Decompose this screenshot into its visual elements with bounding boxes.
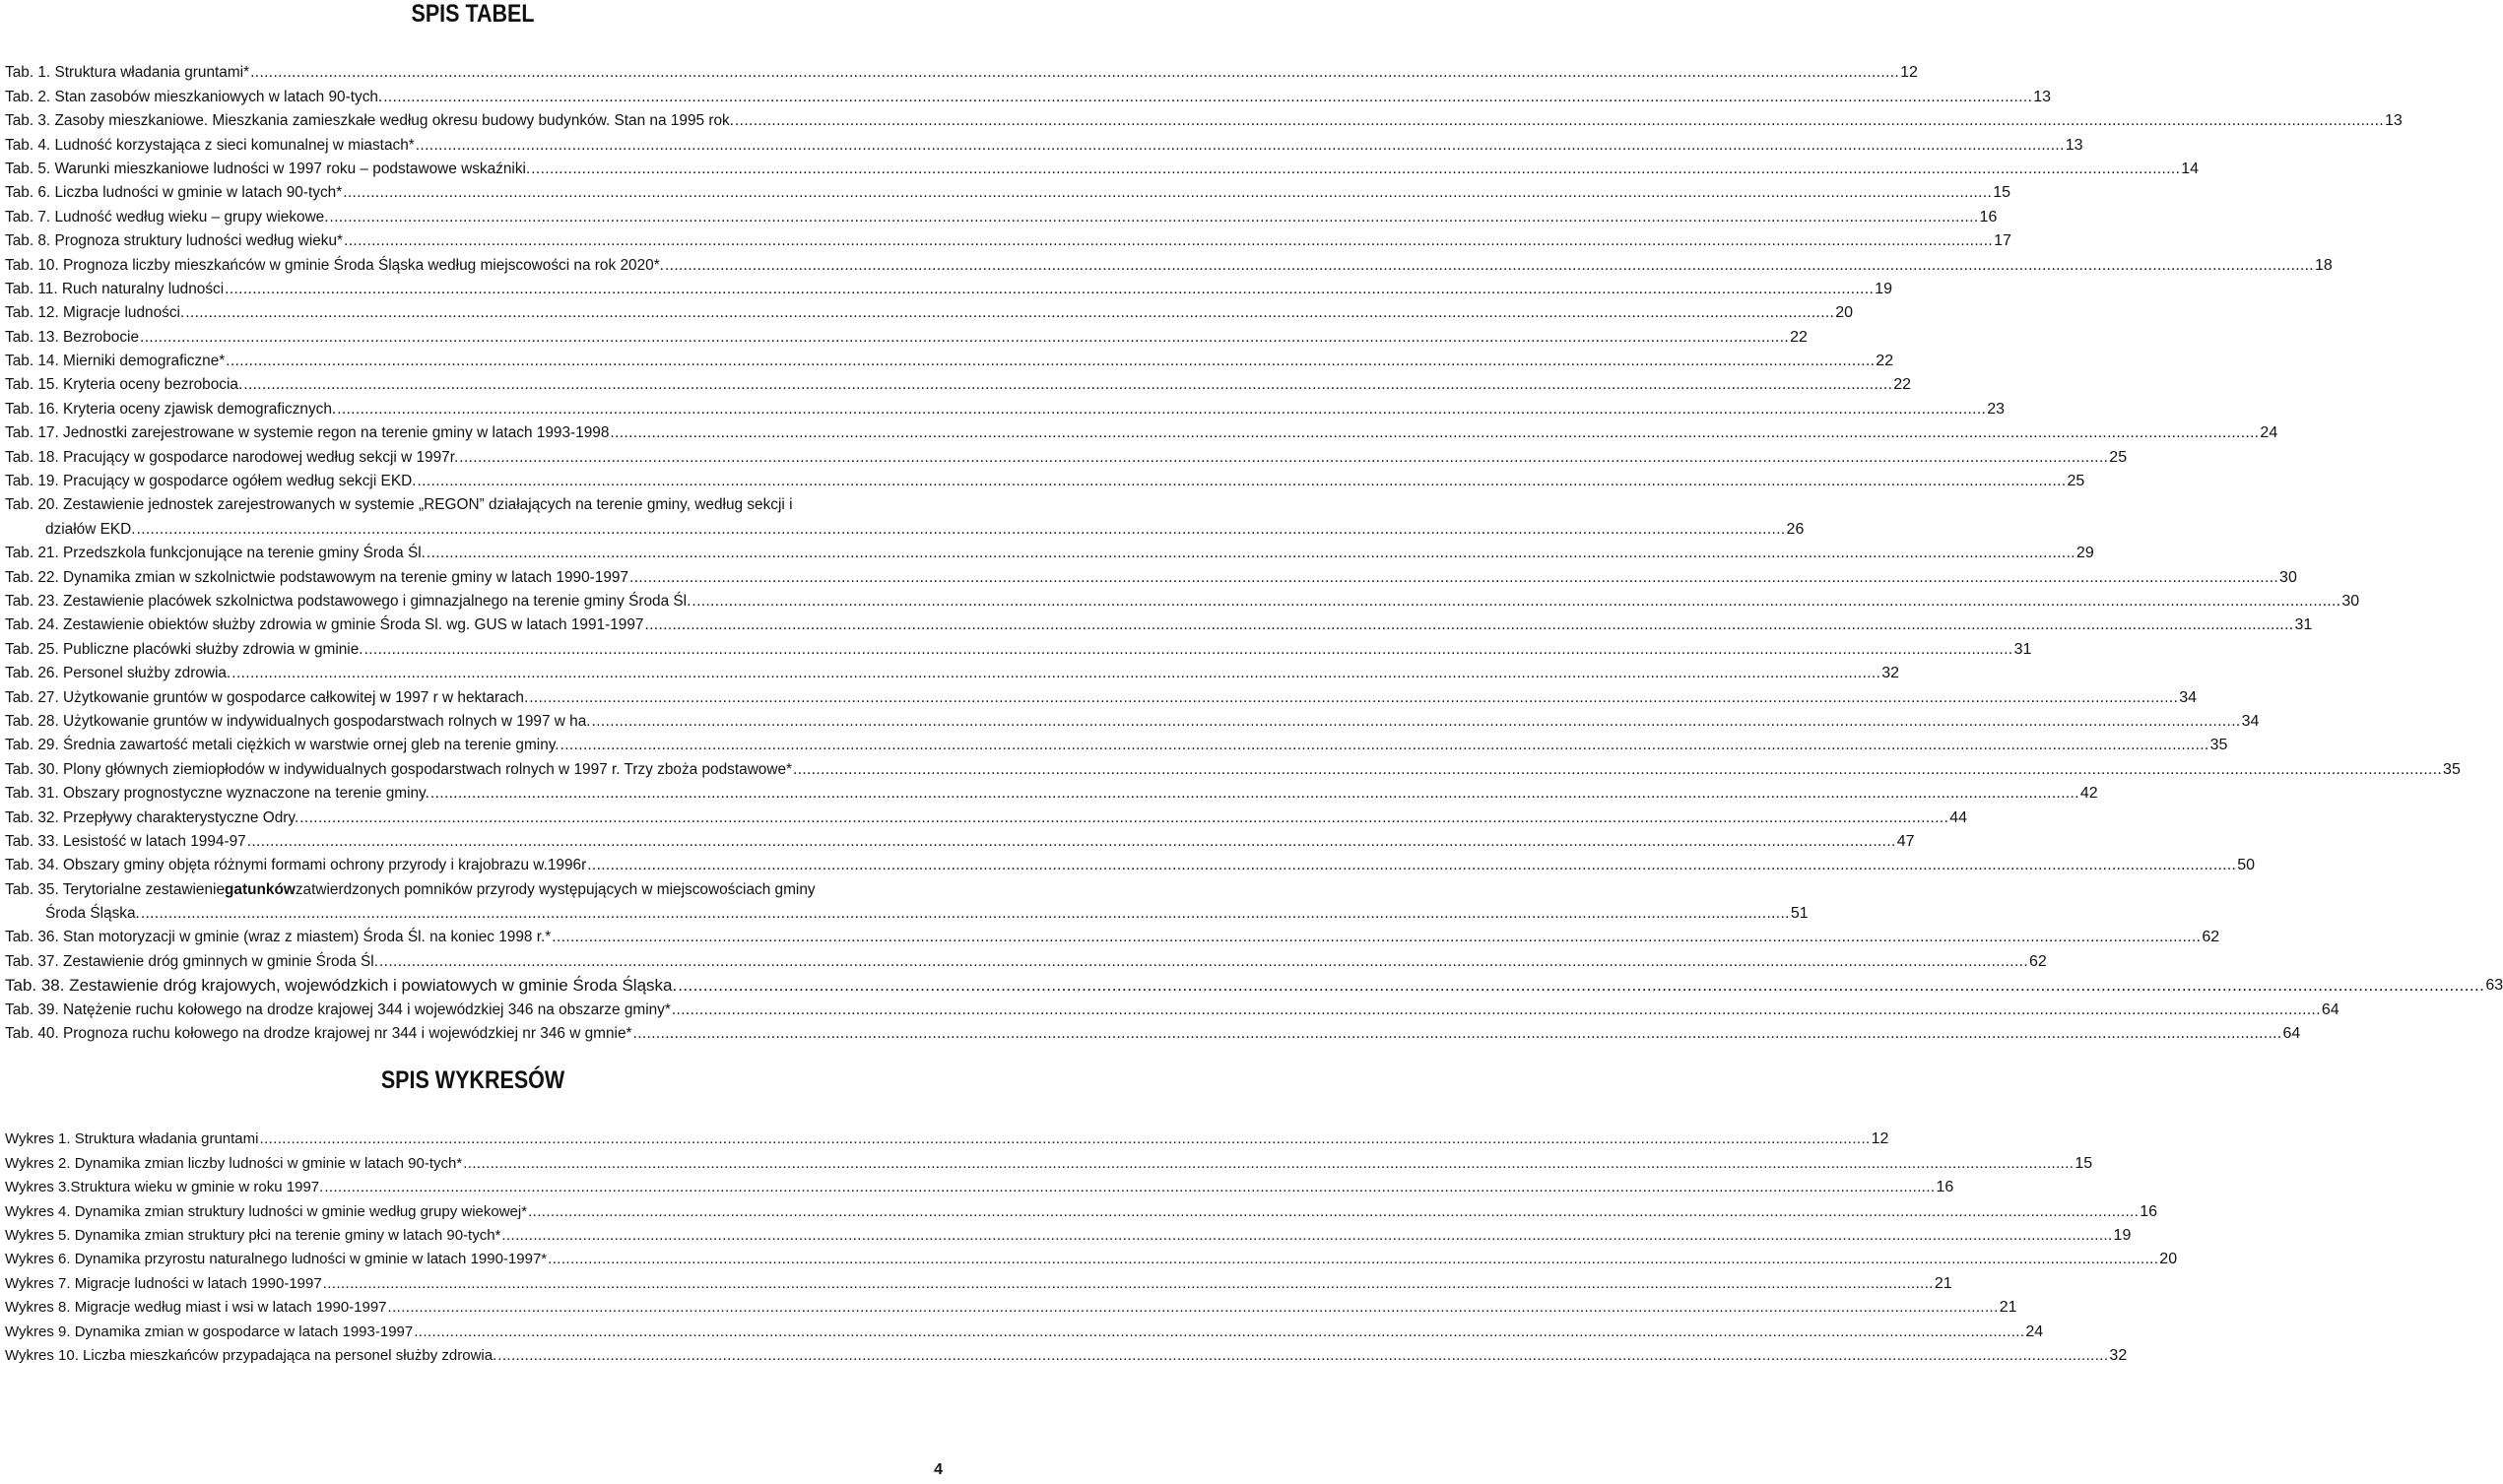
entry-page-number: 50 [2237, 857, 2256, 874]
entry-page-number: 13 [2065, 136, 2083, 154]
dot-leader [337, 401, 1986, 419]
entry-page-number: 16 [1936, 1179, 1954, 1196]
entry-label: Wykres 7. Migracje ludności w latach 1990-1997 [5, 1274, 322, 1292]
dot-leader [414, 1323, 2024, 1341]
table-entry[interactable] [5, 779, 2098, 803]
table-entry[interactable] [5, 370, 1912, 394]
dot-leader [259, 1130, 1870, 1148]
table-entry[interactable] [5, 707, 2260, 731]
entry-label: Tab. 31. Obszary prognostyczne wyznaczone na terenie gminy. [5, 785, 429, 803]
chart-entry[interactable] [5, 1293, 2017, 1317]
entry-label: Tab. 30. Plony głównych ziemiopłodów w indywidualnych gospodarstwach rolnych w 1997 r. Trzy zboża podstawowe* [5, 760, 793, 778]
entry-label: Tab. 28. Użytkowanie gruntów w indywidualnych gospodarstwach rolnych w 1997 w ha. [5, 712, 591, 730]
dot-leader [678, 977, 2484, 995]
dot-leader [417, 473, 2066, 490]
table-entry[interactable] [5, 634, 2032, 658]
entry-label: Tab. 17. Jednostki zarejestrowane w systemie regon na terenie gminy w latach 1993-1998 [5, 424, 610, 442]
dot-leader [644, 616, 2293, 634]
table-entry[interactable] [5, 803, 1968, 826]
dot-leader [416, 137, 2065, 155]
entry-line [5, 514, 1805, 538]
entry-page-number: 22 [1893, 376, 1912, 394]
entry-label: Tab. 5. Warunki mieszkaniowe ludności w 1997 roku – podstawowe wskaźniki. [5, 160, 531, 177]
entry-label: Tab. 14. Mierniki demograficzne* [5, 353, 226, 370]
table-entry[interactable] [5, 419, 2278, 442]
entry-label: Tab. 20. Zestawienie jednostek zarejestrowanych w systemie „REGON” działających na terenie gminy, według sekcji i [5, 496, 793, 514]
entry-page-number: 22 [1790, 328, 1808, 346]
dot-leader [225, 281, 1874, 298]
dot-leader [324, 1179, 1935, 1196]
entry-label: Tab. 8. Prognoza struktury ludności według wieku* [5, 232, 344, 250]
dot-leader [692, 593, 2340, 611]
dot-leader [501, 1227, 2112, 1245]
dot-leader [463, 1155, 2074, 1173]
entry-label: Tab. 16. Kryteria oceny zjawisk demograficznych. [5, 400, 337, 418]
entry-label: Wykres 3.Struktura wieku w gminie w roku 1997. [5, 1179, 324, 1196]
table-entry[interactable] [5, 250, 2333, 274]
entry-label: Tab. 24. Zestawienie obiektów służby zdrowia w gminie Środa Sl. wg. GUS w latach 1991-1997 [5, 616, 644, 634]
dot-leader [459, 449, 2108, 467]
entry-page-number: 63 [2485, 977, 2503, 995]
dot-leader [560, 737, 2209, 754]
entry-label: Tab. 13. Bezrobocie [5, 328, 140, 346]
table-entry[interactable] [5, 923, 2220, 946]
entry-label-rest: zatwierdzonych pomników przyrody występujących w miejscowościach gminy [295, 880, 816, 898]
entry-page-number: 19 [1875, 280, 1892, 297]
entry-label: Tab. 22. Dynamika zmian w szkolnictwie podstawowym na terenie gminy w latach 1990-1997 [5, 568, 629, 586]
entry-page-number: 13 [2385, 112, 2403, 130]
charts-list [5, 1125, 2178, 1365]
dot-leader [323, 1275, 1934, 1293]
entry-page-number: 21 [1999, 1299, 2017, 1317]
dot-leader [531, 161, 2180, 178]
dot-leader [137, 521, 1786, 539]
entry-label: Tab. 6. Liczba ludności w gminie w latach 90-tych* [5, 184, 343, 202]
entry-page-number: 64 [2282, 1025, 2301, 1043]
entry-page-number: 17 [1994, 232, 2011, 250]
table-entry[interactable] [5, 178, 2010, 202]
table-entry[interactable] [5, 322, 1808, 346]
table-entry[interactable] [5, 490, 1805, 539]
entry-page-number: 24 [2260, 424, 2278, 442]
dot-leader [610, 424, 2259, 442]
dot-leader [528, 1203, 2139, 1221]
entry-page-number: 30 [2279, 568, 2297, 586]
dot-leader [548, 1251, 2158, 1268]
dot-leader [250, 64, 1899, 82]
entry-page-number: 19 [2113, 1226, 2132, 1244]
dot-leader [140, 329, 1789, 347]
dot-leader [552, 929, 2201, 946]
entry-page-number: 32 [1881, 665, 1900, 682]
dot-leader [427, 545, 2075, 562]
entry-label: Tab. 32. Przepływy charakterystyczne Odry. [5, 808, 299, 826]
table-entry[interactable] [5, 682, 2198, 706]
entry-page-number: 31 [2294, 616, 2313, 634]
chart-entry[interactable] [5, 1221, 2132, 1245]
table-entry[interactable] [5, 731, 2228, 754]
table-entry[interactable] [5, 539, 2094, 562]
table-entry[interactable] [5, 82, 2052, 105]
chart-entry[interactable] [5, 1245, 2178, 1268]
tables-list [5, 58, 2503, 1043]
entry-page-number: 62 [2029, 952, 2047, 970]
entry-page-number: 44 [1949, 808, 1968, 826]
entry-page-number: 32 [2109, 1346, 2128, 1364]
dot-leader [231, 665, 1880, 682]
table-entry[interactable] [5, 58, 1918, 82]
entry-label: Tab. 40. Prognoza ruchu kołowego na drodze krajowej nr 344 i wojewódzkiej nr 346 w gmnie* [5, 1025, 632, 1043]
entry-label: Tab. 15. Kryteria oceny bezrobocia. [5, 376, 243, 394]
entry-page-number: 20 [1835, 304, 1854, 322]
entry-label: Tab. 25. Publiczne placówki służby zdrowia w gminie. [5, 640, 363, 658]
entry-label: Tab. 7. Ludność według wieku – grupy wiekowe. [5, 208, 329, 226]
dot-leader [344, 232, 1993, 250]
table-entry[interactable] [5, 874, 1809, 923]
entry-line [5, 874, 946, 898]
table-entry[interactable] [5, 275, 1892, 298]
entry-page-number: 25 [2067, 473, 2085, 490]
dot-leader [299, 809, 1948, 827]
entry-label: Tab. 2. Stan zasobów mieszkaniowych w latach 90-tych. [5, 88, 383, 105]
dot-leader [592, 713, 2241, 731]
entry-label: Wykres 8. Migracje według miast i wsi w latach 1990-1997 [5, 1299, 387, 1317]
entry-label: Tab. 19. Pracujący w gospodarce ogółem według sekcji EKD. [5, 473, 417, 490]
dot-leader [388, 1299, 1999, 1317]
dot-leader [665, 257, 2314, 275]
entry-page-number: 24 [2025, 1323, 2044, 1340]
dot-leader [226, 353, 1875, 370]
entry-label-bold: gatunków [225, 880, 296, 898]
chart-entry[interactable] [5, 1125, 1889, 1148]
entry-label: Tab. 27. Użytkowanie gruntów w gospodarce całkowitej w 1997 r w hektarach. [5, 688, 529, 706]
dot-leader [383, 89, 2032, 106]
dot-leader [735, 112, 2384, 130]
table-entry[interactable] [5, 394, 2005, 418]
entry-label: Tab. 26. Personel służby zdrowia. [5, 665, 231, 682]
entry-label-continued: Środa Śląska. [45, 905, 140, 923]
dot-leader [247, 833, 1896, 851]
chart-entry[interactable] [5, 1148, 2093, 1172]
dot-leader [343, 184, 1992, 202]
entry-line [5, 490, 946, 514]
table-entry[interactable] [5, 155, 2200, 178]
dot-leader [430, 785, 2079, 803]
dot-leader [141, 905, 1790, 923]
dot-leader [364, 641, 2013, 659]
table-entry[interactable] [5, 827, 1915, 851]
table-entry[interactable] [5, 1019, 2301, 1043]
entry-page-number: 23 [1987, 400, 2005, 418]
page-number: 4 [934, 1461, 943, 1478]
entry-label: Tab. 11. Ruch naturalny ludności [5, 280, 225, 297]
entry-page-number: 30 [2341, 593, 2360, 610]
entry-page-number: 34 [2179, 688, 2198, 706]
dot-leader [497, 1347, 2108, 1365]
entry-label: Wykres 9. Dynamika zmian w gospodarce w latach 1993-1997 [5, 1323, 414, 1340]
charts-list-title: SPIS WYKRESÓW [380, 1066, 565, 1094]
table-entry[interactable] [5, 130, 2083, 154]
table-entry[interactable] [5, 851, 2256, 874]
entry-label: Tab. 29. Średnia zawartość metali ciężkich w warstwie ornej gleb na terenie gminy. [5, 737, 560, 754]
entry-label: Wykres 6. Dynamika przyrostu naturalnego ludności w gminie w latach 1990-1997* [5, 1251, 548, 1268]
entry-page-number: 15 [1993, 184, 2010, 202]
entry-label: Tab. 18. Pracujący w gospodarce narodowej według sekcji w 1997r. [5, 448, 459, 466]
table-entry[interactable] [5, 202, 1998, 226]
entry-label: Tab. 4. Ludność korzystająca z sieci komunalnej w miastach* [5, 136, 415, 154]
entry-page-number: 18 [2314, 256, 2333, 274]
entry-page-number: 16 [1979, 208, 1998, 226]
dot-leader [587, 857, 2236, 874]
table-entry[interactable] [5, 611, 2313, 634]
dot-leader [243, 376, 1892, 394]
table-entry[interactable] [5, 659, 1900, 682]
dot-leader [672, 1001, 2321, 1019]
entry-label: Wykres 2. Dynamika zmian liczby ludności w gminie w latach 90-tych* [5, 1154, 463, 1172]
entry-label: Tab. 3. Zasoby mieszkaniowe. Mieszkania zamieszkałe według okresu budowy budynków. Stan na 1995 rok. [5, 112, 734, 130]
table-entry[interactable] [5, 442, 2128, 466]
tables-list-title: SPIS TABEL [411, 0, 535, 28]
chart-entry[interactable] [5, 1268, 1952, 1292]
table-entry[interactable] [5, 298, 1854, 322]
table-entry[interactable] [5, 754, 2461, 778]
entry-page-number: 51 [1790, 905, 1809, 923]
dot-leader [330, 209, 1979, 226]
entry-page-number: 13 [2033, 88, 2052, 105]
chart-entry[interactable] [5, 1173, 1954, 1196]
entry-page-number: 35 [2209, 737, 2228, 754]
dot-leader [629, 569, 2278, 587]
entry-label: Tab. 38. Zestawienie dróg krajowych, wojewódzkich i powiatowych w gminie Środa Śląska. [5, 976, 678, 996]
entry-label: Tab. 35. Terytorialne zestawienie [5, 880, 226, 898]
entry-line [5, 899, 1809, 923]
dot-leader [633, 1025, 2282, 1043]
entry-page-number: 25 [2109, 448, 2128, 466]
dot-leader [793, 761, 2442, 779]
entry-label-continued: działów EKD. [45, 520, 136, 538]
entry-page-number: 62 [2202, 929, 2220, 946]
dot-leader [379, 953, 2028, 971]
entry-page-number: 47 [1896, 832, 1915, 850]
entry-page-number: 21 [1934, 1274, 1952, 1292]
entry-page-number: 31 [2013, 640, 2032, 658]
entry-label: Tab. 34. Obszary gminy objęta różnymi formami ochrony przyrody i krajobrazu w.1996r [5, 857, 587, 874]
entry-page-number: 29 [2075, 545, 2094, 562]
dot-leader [529, 689, 2178, 707]
table-entry[interactable] [5, 562, 2297, 586]
chart-entry[interactable] [5, 1196, 2158, 1220]
entry-label: Tab. 10. Prognoza liczby mieszkańców w gminie Środa Śląska według miejscowości na rok 2020*. [5, 256, 664, 274]
entry-label: Tab. 21. Przedszkola funkcjonujące na terenie gminy Środa Śl. [5, 545, 426, 562]
entry-label: Wykres 1. Struktura władania gruntami [5, 1130, 259, 1148]
table-entry[interactable] [5, 995, 2339, 1018]
entry-label: Tab. 36. Stan motoryzacji w gminie (wraz z miastem) Środa Śl. na koniec 1998 r.* [5, 929, 552, 946]
entry-label: Wykres 10. Liczba mieszkańców przypadająca na personel służby zdrowia. [5, 1346, 497, 1364]
entry-page-number: 15 [2075, 1154, 2093, 1172]
entry-page-number: 20 [2159, 1251, 2178, 1268]
entry-page-number: 26 [1786, 520, 1805, 538]
entry-label: Tab. 12. Migracje ludności. [5, 304, 185, 322]
entry-label: Tab. 39. Natężenie ruchu kołowego na drodze krajowej 344 i wojewódzkiej 346 na obszarze gminy* [5, 1000, 671, 1018]
table-entry[interactable] [5, 587, 2360, 611]
entry-label: Wykres 5. Dynamika zmian struktury płci na terenie gminy w latach 90-tych* [5, 1226, 501, 1244]
entry-page-number: 64 [2321, 1000, 2339, 1018]
entry-page-number: 34 [2241, 712, 2260, 730]
chart-entry[interactable] [5, 1341, 2128, 1365]
dot-leader [185, 304, 1834, 322]
entry-page-number: 35 [2443, 760, 2461, 778]
table-entry[interactable] [5, 226, 2011, 250]
entry-page-number: 14 [2181, 160, 2200, 177]
entry-label: Tab. 33. Lesistość w latach 1994-97 [5, 832, 246, 850]
entry-page-number: 12 [1900, 64, 1918, 82]
table-entry[interactable] [5, 467, 2085, 490]
entry-label: Wykres 4. Dynamika zmian struktury ludności w gminie według grupy wiekowej* [5, 1202, 528, 1220]
table-entry[interactable] [5, 106, 2403, 130]
entry-page-number: 42 [2079, 785, 2098, 803]
table-entry[interactable] [5, 347, 1894, 370]
entry-label: Tab. 1. Struktura władania gruntami* [5, 64, 250, 82]
entry-label: Tab. 23. Zestawienie placówek szkolnictwa podstawowego i gimnazjalnego na terenie gminy Środa Śl. [5, 593, 692, 610]
entry-page-number: 16 [2140, 1202, 2158, 1220]
table-entry[interactable] [5, 971, 2503, 996]
table-entry[interactable] [5, 946, 2047, 970]
entry-label: Tab. 37. Zestawienie dróg gminnych w gminie Środa Śl. [5, 952, 378, 970]
entry-page-number: 22 [1876, 353, 1894, 370]
chart-entry[interactable] [5, 1317, 2044, 1340]
entry-page-number: 12 [1871, 1130, 1889, 1148]
